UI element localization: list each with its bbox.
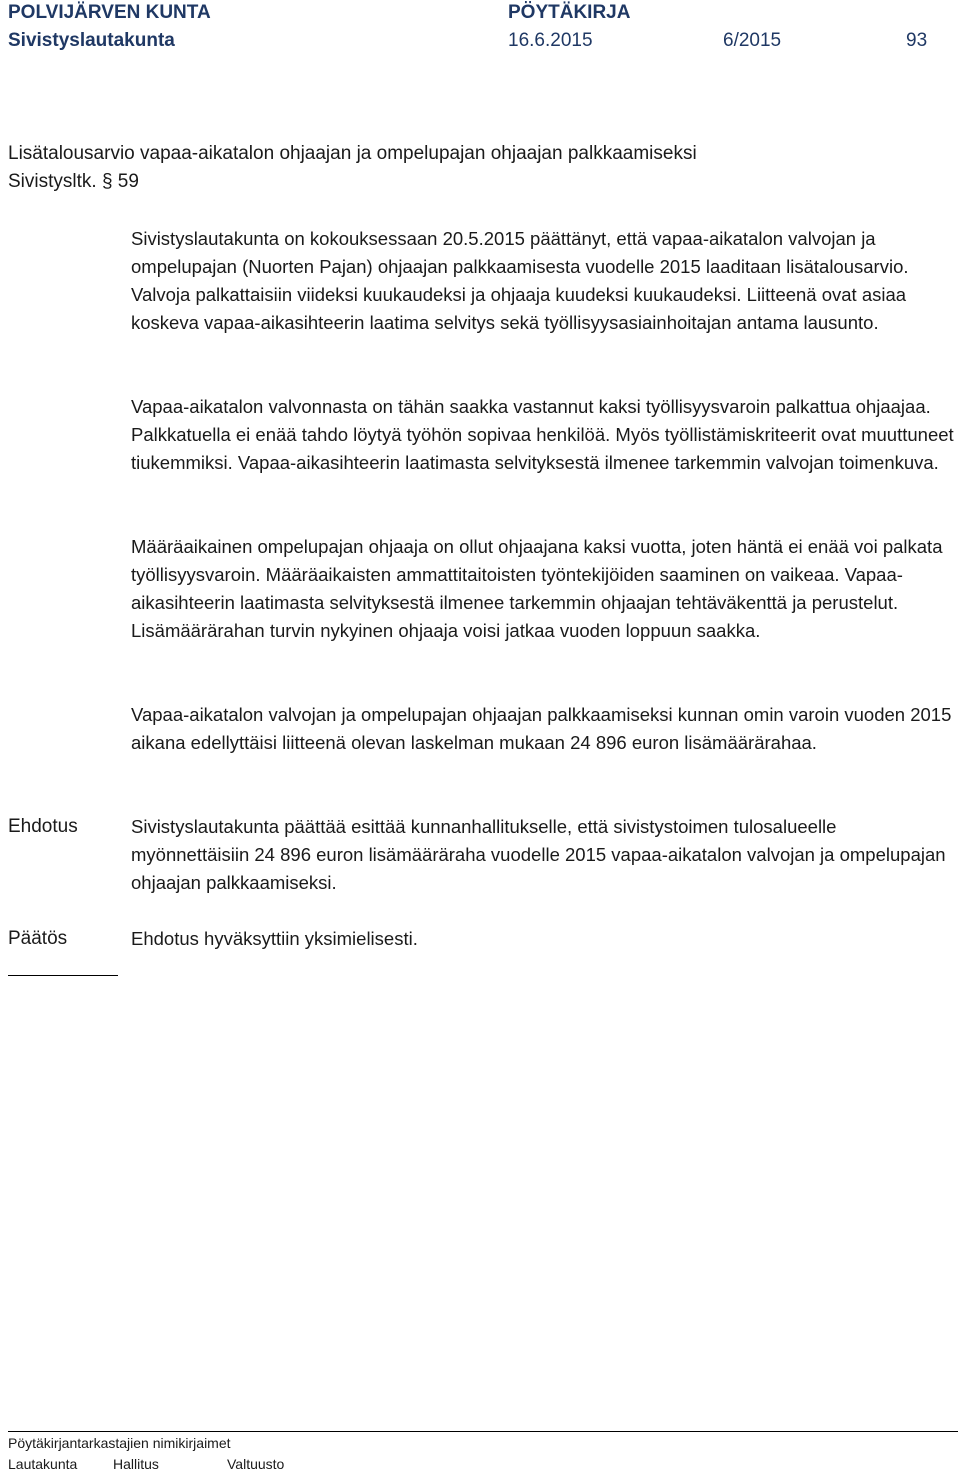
paragraph-sewing-workshop: Määräaikainen ompelupajan ohjaaja on ollut ohjaajana kaksi vuotta, joten häntä ei enää voi palkata työllisyysvaroin. Määräaikaisten ammattitaitoisten työntekijöiden saaminen on vaikeaa. Vapaa-aikasihteerin laatimasta selvityksestä ilmenee tarkemmin ohjaajan tehtäväkenttä ja perustelut. Lisämäärärahan turvin nykyinen ohjaaja voisi jatkaa vuoden loppuun saakka. bbox=[131, 536, 943, 641]
footer-council: Valtuusto bbox=[227, 1456, 285, 1472]
decision-label: Päätös bbox=[8, 928, 68, 949]
page-number: 93 bbox=[906, 30, 928, 51]
footer-divider bbox=[8, 1431, 958, 1432]
document-type: PÖYTÄKIRJA bbox=[508, 2, 631, 23]
meeting-number: 6/2015 bbox=[723, 30, 782, 51]
footer-committee: Lautakunta bbox=[8, 1456, 78, 1472]
paragraph-background: Sivistyslautakunta on kokouksessaan 20.5.2015 päättänyt, että vapaa-aikatalon valvojan ja ompelupajan (Nuorten Pajan) ohjaajan palkkaamisesta vuodelle 2015 laaditaan lisätalousarvio. Valvoja palkattaisiin viideksi kuukaudeksi ja ohjaaja kuudeksi kuukaudeksi. Liitteenä ovat asiaa koskeva vapaa-aikasihteerin laatima selvitys sekä työllisyysasiainhoitajan antama lausunto. bbox=[131, 228, 909, 333]
committee-name: Sivistyslautakunta bbox=[8, 30, 175, 51]
paragraph-budget: Vapaa-aikatalon valvojan ja ompelupajan ohjaajan palkkaamiseksi kunnan omin varoin vuoden 2015 aikana edellyttäisi liitteenä olevan laskelman mukaan 24 896 euron lisämäärärahaa. bbox=[131, 704, 952, 753]
subject-title: Lisätalousarvio vapaa-aikatalon ohjaajan ja ompelupajan ohjaajan palkkaamiseksi bbox=[8, 143, 697, 164]
meeting-date: 16.6.2015 bbox=[508, 30, 593, 51]
footer-title: Pöytäkirjantarkastajien nimikirjaimet bbox=[8, 1435, 231, 1451]
decision-text: Ehdotus hyväksyttiin yksimielisesti. bbox=[131, 928, 418, 949]
proposal-text: Sivistyslautakunta päättää esittää kunnanhallitukselle, että sivistystoimen tulosalueelle myönnettäisiin 24 896 euron lisämääräraha vuodelle 2015 vapaa-aikatalon valvojan ja ompelupajan ohjaajan palkkaamiseksi. bbox=[131, 816, 946, 893]
footer-board: Hallitus bbox=[113, 1456, 159, 1472]
municipality-name: POLVIJÄRVEN KUNTA bbox=[8, 2, 211, 23]
paragraph-supervision: Vapaa-aikatalon valvonnasta on tähän saakka vastannut kaksi työllisyysvaroin palkattua ohjaajaa. Palkkatuella ei enää tahdo löytyä työhön sopivaa henkilöä. Myös työllistämiskriteerit ovat muuttuneet tiukemmiksi. Vapaa-aikasihteerin laatimasta selvityksestä ilmenee tarkemmin valvojan toimenkuva. bbox=[131, 396, 954, 473]
proposal-label: Ehdotus bbox=[8, 816, 78, 837]
section-reference: Sivistysltk. § 59 bbox=[8, 171, 139, 192]
decision-divider bbox=[8, 975, 118, 976]
subject-block bbox=[8, 140, 938, 196]
